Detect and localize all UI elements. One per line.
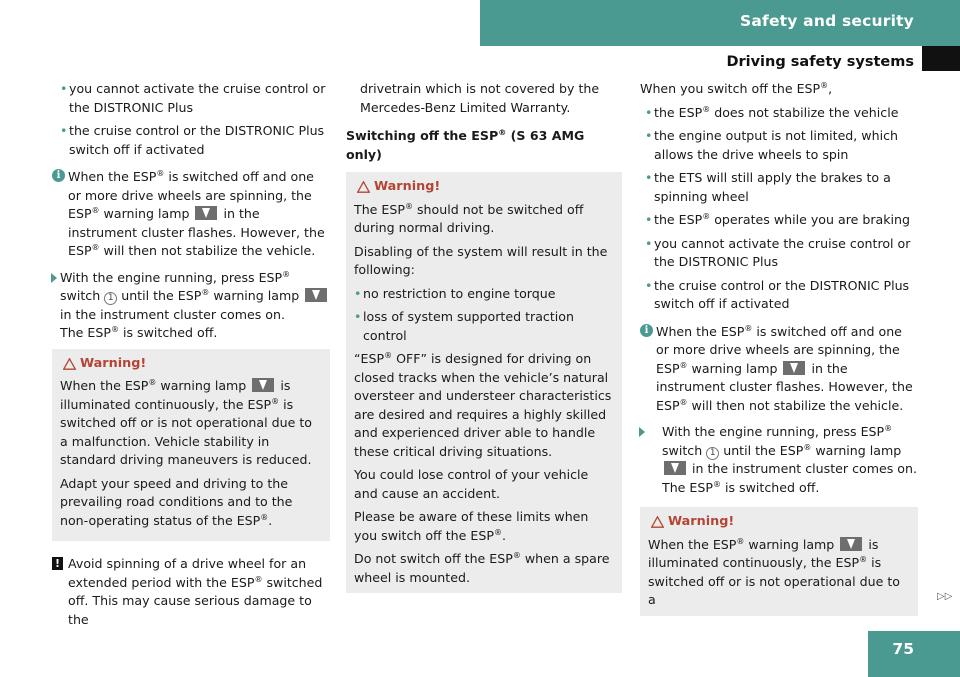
esp-warning-lamp-icon [305,288,327,302]
warning-box: Warning! When the ESP® warning lamp is illuminated continuously, the ESP® is switched off or is not operational due to a [640,507,918,616]
bullet-icon: • [645,212,653,227]
column-3 [640,80,918,624]
esp-warning-lamp-icon [783,361,805,375]
info-note: i When the ESP® is switched off and one or more drive wheels are spinning, the ESP® warning lamp in the instrument cluster flashes. However, the ESP® will then not stabilize the vehicle. [52,168,330,261]
esp-warning-lamp-icon [840,537,862,551]
section-title: Safety and security [739,12,914,30]
list-item: • the engine output is not limited, which allows the drive wheels to spin [645,128,898,162]
column-1 [54,80,330,629]
info-icon: i [640,324,653,337]
bullet-icon: • [645,235,653,251]
warning-triangle-icon [63,358,76,370]
list-item: • the cruise control or the DISTRONIC Plus switch off if activated [60,123,325,157]
esp-warning-lamp-icon [195,206,217,220]
continued-text: drivetrain which is not covered by the Mercedes-Benz Limited Warranty. [360,81,600,115]
column-2 [346,80,622,601]
callout-number: 1 [104,292,117,305]
bullet-icon: • [645,170,653,185]
callout-number: 1 [706,447,719,460]
subsection-title: Driving safety systems [726,54,914,70]
bullet-icon: • [645,128,653,143]
intro-text: When you switch off the ESP®, [640,80,833,96]
info-icon: i [52,169,65,182]
list-item: • loss of system supported traction control [354,309,574,343]
section-heading: Switching off the ESP® (S 63 AMG only) [346,127,585,162]
list-item: • no restriction to engine torque [354,285,614,304]
bullet-icon: • [645,104,653,120]
exclamation-icon: ! [52,557,63,570]
list-item: • you cannot activate the cruise control or the DISTRONIC Plus [60,81,326,115]
instruction-step: With the engine running, press ESP® switch 1 until the ESP® warning lamp in the instrument cluster comes on. The ESP® is switched off. [640,423,918,497]
list-item: • the ESP® does not stabilize the vehicle [645,104,918,123]
warning-triangle-icon [357,181,370,193]
info-note: i When the ESP® is switched off and one or more drive wheels are spinning, the ESP® warning lamp in the instrument cluster flashes. However, the ESP® will then not stabilize the vehicle. [640,323,918,416]
step-arrow-icon [51,273,57,283]
continued-marker: ▷▷ [937,591,953,602]
caution-note: ! Avoid spinning of a drive wheel for an extended period with the ESP® switched off. This may cause serious damage to the [52,555,330,629]
step-arrow-icon [639,427,645,437]
warning-triangle-icon [651,516,664,528]
warning-title: Warning! [648,513,910,532]
instruction-step: With the engine running, press ESP® switch 1 until the ESP® warning lamp in the instrument cluster comes on. The ESP® is switched off. [52,269,330,343]
warning-title: Warning! [354,178,614,197]
page-number: 75 [868,631,960,677]
list-item: • the cruise control or the DISTRONIC Plus switch off if activated [645,277,910,311]
warning-box: Warning! When the ESP® warning lamp is illuminated continuously, the ESP® is switched off or is not operational due to a malfunction. Vehicle stability in standard driving maneuvers is reduced. Adapt your speed and driving to the prevailing road conditions and to the non-operating status of the ESP®. [52,349,330,542]
list-item: • you cannot activate the cruise control or the DISTRONIC Plus [645,235,911,269]
esp-warning-lamp-icon [252,378,274,392]
warning-box: Warning! The ESP® should not be switched off during normal driving. Disabling of the system will result in the following: • no restriction to engine torque • loss of system supported traction control “ESP® OFF” is designed for driving on closed tracks when the vehicle’s natural oversteer and understeer characteristics are desired and requires a highly skilled and experienced driver able to handle these critical driving situations. You could lose control of your vehicle and cause an accident. Please be aware of these limits when you switch off the ESP®. Do not switch off the ESP® when a spare wheel is mounted. [346,172,622,593]
bullet-icon: • [354,285,362,301]
esp-warning-lamp-icon [664,461,686,475]
warning-title: Warning! [60,355,322,374]
bullet-icon: • [60,123,68,138]
bullet-icon: • [354,309,362,324]
list-item: • the ETS will still apply the brakes to a spinning wheel [645,170,891,204]
bullet-icon: • [645,277,653,293]
bullet-icon: • [60,81,68,96]
header-marker [922,46,960,71]
list-item: • the ESP® operates while you are braking [645,211,918,230]
